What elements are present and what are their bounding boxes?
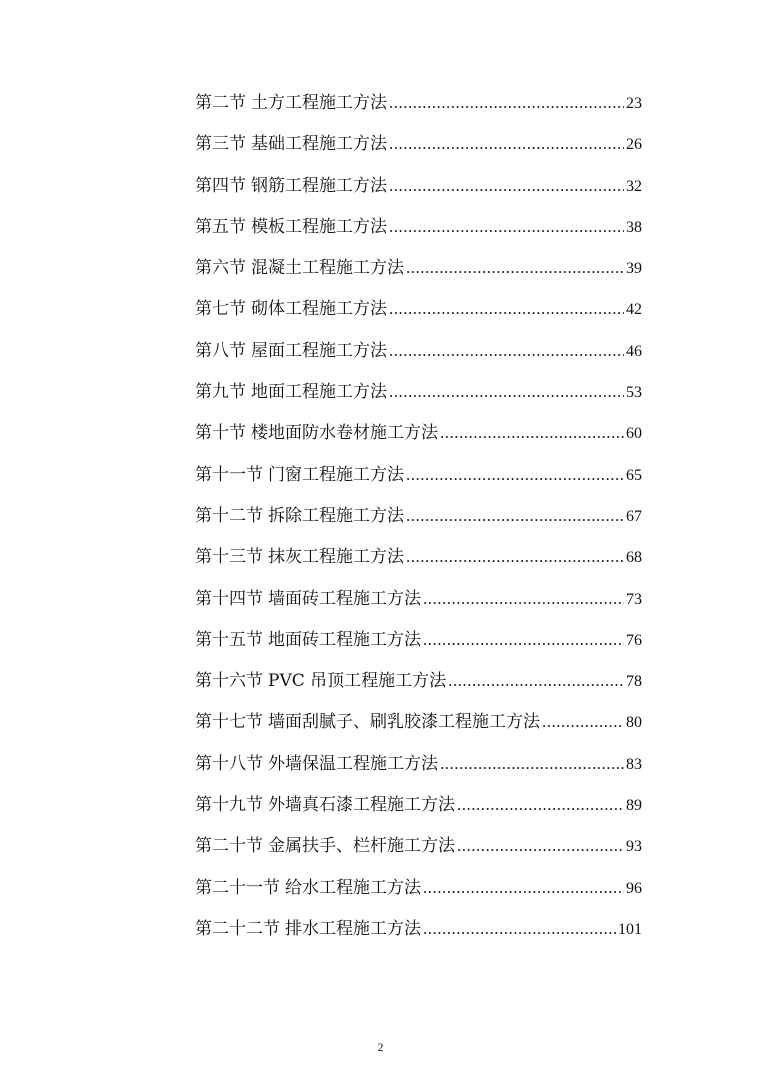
toc-section-label: 第十六节 bbox=[195, 671, 263, 692]
toc-entry-title: 土方工程施工方法 bbox=[251, 93, 387, 113]
toc-dot-leader bbox=[406, 258, 624, 278]
toc-page-number: 80 bbox=[626, 714, 642, 732]
toc-section-label: 第八节 bbox=[195, 340, 246, 361]
toc-dot-leader bbox=[542, 712, 624, 732]
toc-entry-title: 地面工程施工方法 bbox=[251, 382, 387, 403]
toc-page-number: 39 bbox=[626, 260, 642, 278]
toc-entry[interactable] bbox=[195, 878, 642, 919]
toc-dot-leader bbox=[389, 341, 624, 361]
toc-section-label: 第十五节 bbox=[195, 629, 263, 650]
toc-section-label: 第二十一节 bbox=[195, 877, 280, 898]
toc-entry[interactable] bbox=[195, 217, 642, 258]
toc-entry-title: 屋面工程施工方法 bbox=[251, 340, 387, 361]
toc-page-number: 73 bbox=[626, 590, 642, 608]
toc-dot-leader bbox=[423, 919, 616, 939]
toc-entry-title: 门窗工程施工方法 bbox=[268, 464, 404, 485]
toc-dot-leader bbox=[457, 795, 624, 815]
toc-entry[interactable] bbox=[195, 919, 642, 960]
toc-page-number: 60 bbox=[626, 425, 642, 443]
toc-dot-leader bbox=[423, 878, 624, 898]
toc-page-number: 93 bbox=[626, 838, 642, 856]
toc-entry[interactable] bbox=[195, 547, 642, 588]
toc-section-label: 第十节 bbox=[195, 423, 246, 444]
toc-page-number: 32 bbox=[626, 177, 642, 195]
toc-page-number: 53 bbox=[626, 384, 642, 402]
toc-entry[interactable] bbox=[195, 382, 642, 423]
toc-section-label: 第十二节 bbox=[195, 505, 263, 526]
toc-page-number: 26 bbox=[626, 136, 642, 154]
toc-entry[interactable] bbox=[195, 134, 642, 175]
toc-dot-leader bbox=[406, 547, 624, 567]
table-of-contents bbox=[195, 93, 642, 960]
toc-dot-leader bbox=[440, 423, 624, 443]
toc-page-number: 78 bbox=[626, 673, 642, 691]
toc-dot-leader bbox=[406, 506, 624, 526]
toc-section-label: 第二节 bbox=[195, 93, 246, 113]
toc-entry[interactable] bbox=[195, 341, 642, 382]
toc-section-label: 第四节 bbox=[195, 175, 246, 196]
toc-page-number: 76 bbox=[626, 631, 642, 649]
toc-page-number: 46 bbox=[626, 342, 642, 360]
toc-entry-title: 外墙真石漆工程施工方法 bbox=[268, 795, 455, 816]
toc-page-number: 96 bbox=[626, 879, 642, 897]
toc-entry[interactable] bbox=[195, 423, 642, 464]
toc-entry-title: 墙面刮腻子、刷乳胶漆工程施工方法 bbox=[268, 712, 540, 733]
toc-section-label: 第十三节 bbox=[195, 547, 263, 568]
toc-dot-leader bbox=[389, 134, 624, 154]
toc-dot-leader bbox=[423, 589, 624, 609]
toc-entry-title: 混凝土工程施工方法 bbox=[251, 258, 404, 279]
toc-section-label: 第十一节 bbox=[195, 464, 263, 485]
toc-page-number: 83 bbox=[626, 755, 642, 773]
toc-section-label: 第十八节 bbox=[195, 753, 263, 774]
toc-dot-leader bbox=[389, 217, 624, 237]
toc-section-label: 第七节 bbox=[195, 299, 246, 320]
toc-entry-title: 模板工程施工方法 bbox=[251, 216, 387, 237]
toc-entry[interactable] bbox=[195, 795, 642, 836]
toc-entry-title: 金属扶手、栏杆施工方法 bbox=[268, 836, 455, 857]
toc-entry-title: 基础工程施工方法 bbox=[251, 134, 387, 155]
toc-entry[interactable] bbox=[195, 836, 642, 877]
toc-entry[interactable] bbox=[195, 176, 642, 217]
toc-entry[interactable] bbox=[195, 299, 642, 340]
toc-entry[interactable] bbox=[195, 258, 642, 299]
toc-section-label: 第六节 bbox=[195, 258, 246, 279]
toc-page-number: 23 bbox=[626, 95, 642, 112]
toc-page-number: 38 bbox=[626, 218, 642, 236]
toc-section-label: 第二十节 bbox=[195, 836, 263, 857]
toc-entry-title: 外墙保温工程施工方法 bbox=[268, 753, 438, 774]
toc-entry-title: 墙面砖工程施工方法 bbox=[268, 588, 421, 609]
toc-dot-leader bbox=[389, 93, 624, 113]
toc-page-number: 101 bbox=[618, 920, 642, 938]
toc-entry-title: 抹灰工程施工方法 bbox=[268, 547, 404, 568]
toc-section-label: 第十九节 bbox=[195, 795, 263, 816]
toc-entry-title: 拆除工程施工方法 bbox=[268, 505, 404, 526]
toc-section-label: 第九节 bbox=[195, 382, 246, 403]
toc-section-label: 第五节 bbox=[195, 216, 246, 237]
toc-section-label: 第十七节 bbox=[195, 712, 263, 733]
toc-dot-leader bbox=[389, 299, 624, 319]
toc-entry[interactable] bbox=[195, 589, 642, 630]
page-number: 2 bbox=[377, 1040, 384, 1054]
toc-entry[interactable] bbox=[195, 506, 642, 547]
toc-entry[interactable] bbox=[195, 465, 642, 506]
toc-entry[interactable] bbox=[195, 630, 642, 671]
toc-entry[interactable] bbox=[195, 93, 642, 134]
toc-entry-title: 地面砖工程施工方法 bbox=[268, 629, 421, 650]
toc-entry[interactable] bbox=[195, 671, 642, 712]
toc-entry[interactable] bbox=[195, 712, 642, 753]
toc-dot-leader bbox=[440, 754, 624, 774]
toc-page-number: 42 bbox=[626, 301, 642, 319]
toc-page-number: 65 bbox=[626, 466, 642, 484]
toc-section-label: 第二十二节 bbox=[195, 918, 280, 939]
toc-section-label: 第十四节 bbox=[195, 588, 263, 609]
toc-dot-leader bbox=[448, 671, 624, 691]
toc-entry-title: 排水工程施工方法 bbox=[285, 918, 421, 939]
toc-entry-title: 楼地面防水卷材施工方法 bbox=[251, 423, 438, 444]
toc-entry-title: 砌体工程施工方法 bbox=[251, 299, 387, 320]
toc-page-number: 68 bbox=[626, 549, 642, 567]
toc-dot-leader bbox=[389, 176, 624, 196]
toc-entry-title: PVC 吊顶工程施工方法 bbox=[268, 671, 447, 692]
toc-page-number: 67 bbox=[626, 507, 642, 525]
toc-entry[interactable] bbox=[195, 754, 642, 795]
toc-dot-leader bbox=[406, 465, 624, 485]
toc-section-label: 第三节 bbox=[195, 134, 246, 155]
toc-entry-title: 钢筋工程施工方法 bbox=[251, 175, 387, 196]
toc-dot-leader bbox=[457, 836, 624, 856]
toc-entry-title: 给水工程施工方法 bbox=[285, 877, 421, 898]
toc-dot-leader bbox=[423, 630, 624, 650]
toc-page-number: 89 bbox=[626, 797, 642, 815]
toc-dot-leader bbox=[389, 382, 624, 402]
